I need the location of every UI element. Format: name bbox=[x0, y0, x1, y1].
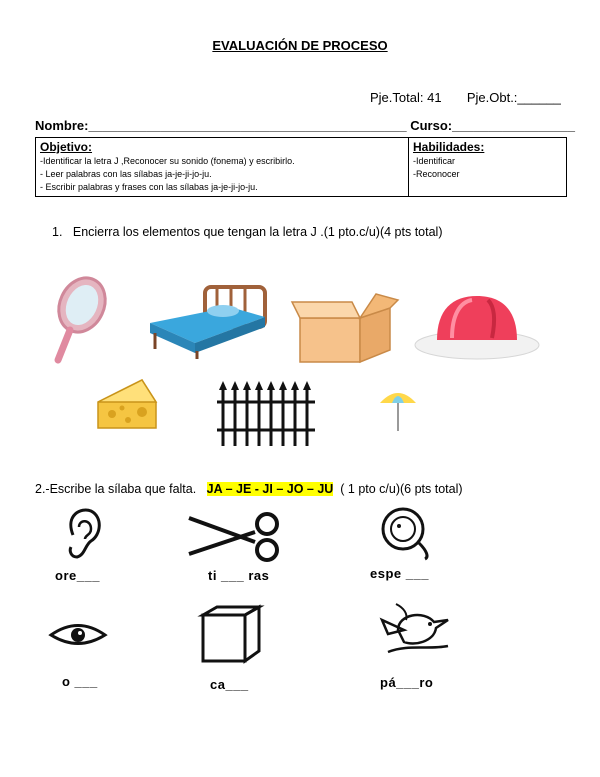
word-caja[interactable]: ca___ bbox=[210, 677, 249, 692]
skills-heading: Habilidades: bbox=[413, 140, 485, 154]
jelly-icon[interactable] bbox=[412, 290, 542, 365]
obtained-score[interactable]: Pje.Obt.:______ bbox=[466, 90, 561, 105]
fence-icon[interactable] bbox=[215, 380, 320, 448]
objective-item: - Escribir palabras y frases con las sílabas ja-je-ji-jo-ju. bbox=[40, 182, 258, 192]
word-ojo[interactable]: o ___ bbox=[62, 674, 98, 689]
objective-item: - Leer palabras con las sílabas ja-je-ji-jo-ju. bbox=[40, 169, 212, 179]
bed-icon[interactable] bbox=[145, 285, 270, 360]
objectives-heading: Objetivo: bbox=[40, 140, 93, 154]
bird-icon bbox=[378, 600, 453, 660]
ear-icon bbox=[63, 505, 103, 560]
question-1-number: 1. bbox=[52, 225, 63, 239]
skills-cell bbox=[409, 138, 567, 197]
scissors-icon bbox=[185, 512, 290, 560]
total-score: Pje.Total: 41 bbox=[370, 90, 442, 105]
page-title: EVALUACIÓN DE PROCESO bbox=[212, 38, 388, 53]
question-2-suffix: ( 1 pto c/u)(6 pts total) bbox=[340, 482, 463, 496]
umbrella-icon[interactable] bbox=[378, 385, 418, 433]
score-line bbox=[370, 90, 561, 105]
name-field[interactable]: Nombre:____________________________________________ bbox=[35, 118, 407, 133]
syllables-highlight: JA – JE - JI – JO – JU bbox=[206, 482, 334, 496]
skill-item: -Identificar bbox=[413, 156, 456, 166]
word-pajaro[interactable]: pá___ro bbox=[380, 675, 434, 690]
student-row bbox=[35, 118, 575, 133]
skill-item: -Reconocer bbox=[413, 169, 460, 179]
box-outline-icon bbox=[195, 605, 265, 665]
objectives-table bbox=[35, 137, 567, 197]
question-1-text: Encierra los elementos que tengan la letra J .(1 pto.c/u)(4 pts total) bbox=[72, 225, 443, 239]
hand-mirror-icon[interactable] bbox=[48, 275, 108, 370]
objectives-cell bbox=[36, 138, 409, 197]
question-1 bbox=[52, 225, 443, 239]
eye-icon bbox=[48, 620, 108, 650]
box-icon[interactable] bbox=[290, 290, 400, 365]
cheese-icon[interactable] bbox=[92, 372, 162, 434]
objective-item: -Identificar la letra J ,Reconocer su sonido (fonema) y escribirlo. bbox=[40, 156, 295, 166]
course-field[interactable]: Curso:_________________ bbox=[410, 118, 576, 133]
word-tijeras[interactable]: ti ___ ras bbox=[208, 568, 270, 583]
mirror-face-icon bbox=[375, 503, 435, 561]
word-espejo[interactable]: espe ___ bbox=[370, 566, 429, 581]
question-2 bbox=[35, 482, 463, 496]
word-ore[interactable]: ore___ bbox=[55, 568, 100, 583]
question-2-prefix: 2.-Escribe la sílaba que falta. bbox=[35, 482, 197, 496]
